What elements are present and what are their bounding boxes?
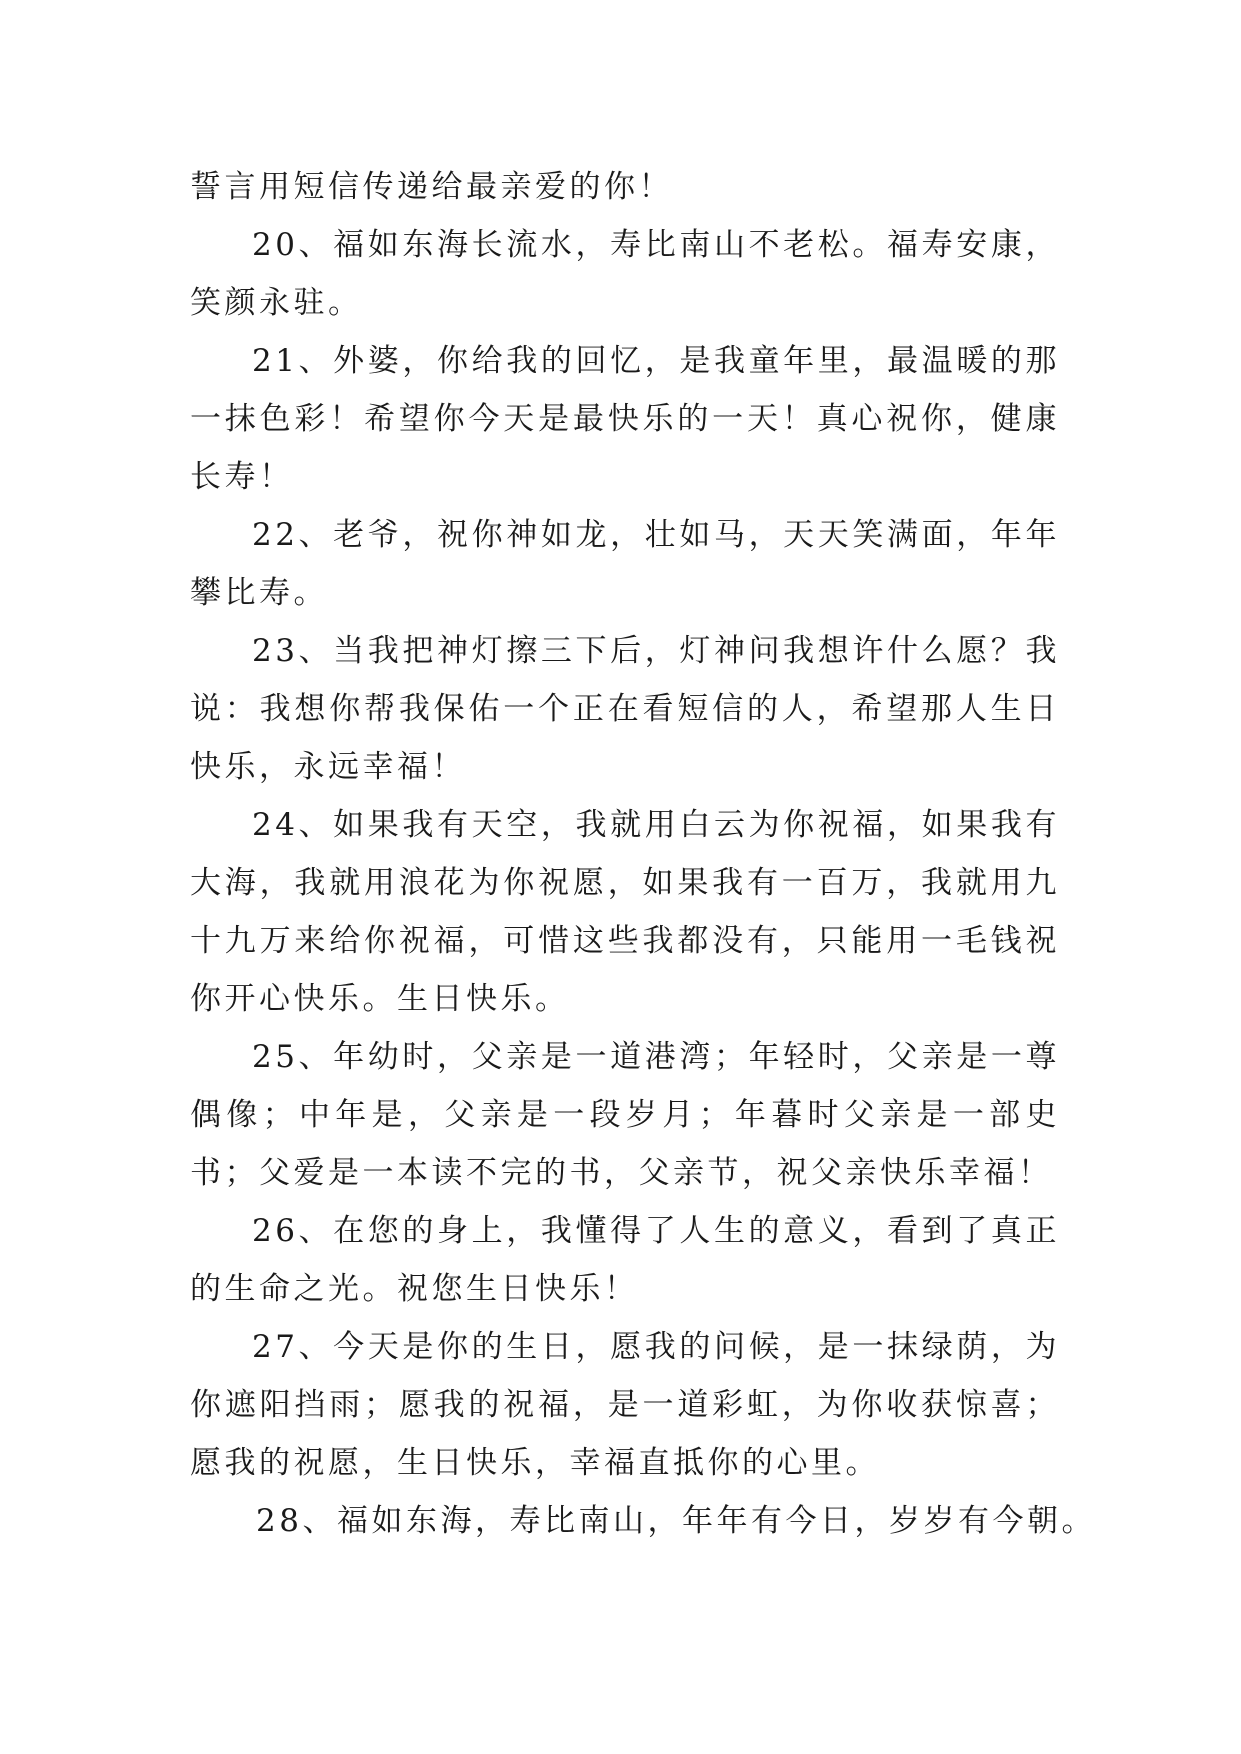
paragraph-continuation: 誓言用短信传递给最亲爱的你！	[190, 169, 673, 205]
paragraph-21: 21、外婆，你给我的回忆，是我童年里，最温暖的那一抹色彩！希望你今天是最快乐的一天！真心祝你，健康长寿！	[190, 343, 1060, 495]
paragraph-28: 28、福如东海，寿比南山，年年有今日，岁岁有今朝。	[256, 1503, 1096, 1539]
paragraph-25: 25、年幼时，父亲是一道港湾；年轻时，父亲是一尊偶像；中年是，父亲是一段岁月；年暮时父亲是一部史书；父爱是一本读不完的书，父亲节，祝父亲快乐幸福！	[190, 1039, 1060, 1191]
paragraph-23: 23、当我把神灯擦三下后，灯神问我想许什么愿？我说：我想你帮我保佑一个正在看短信的人，希望那人生日快乐，永远幸福！	[190, 633, 1060, 785]
paragraph-27: 27、今天是你的生日，愿我的问候，是一抹绿荫，为你遮阳挡雨；愿我的祝福，是一道彩虹，为你收获惊喜；愿我的祝愿，生日快乐，幸福直抵你的心里。	[190, 1329, 1060, 1481]
paragraph-22: 22、老爷，祝你神如龙，壮如马，天天笑满面，年年攀比寿。	[190, 517, 1060, 611]
paragraph-20: 20、福如东海长流水，寿比南山不老松。福寿安康，笑颜永驻。	[190, 227, 1060, 321]
paragraph-24: 24、如果我有天空，我就用白云为你祝福，如果我有大海，我就用浪花为你祝愿，如果我有一百万，我就用九十九万来给你祝福，可惜这些我都没有，只能用一毛钱祝你开心快乐。生日快乐。	[190, 807, 1060, 1017]
paragraph-26: 26、在您的身上，我懂得了人生的意义，看到了真正的生命之光。祝您生日快乐！	[190, 1213, 1060, 1307]
body-text	[190, 158, 1096, 1550]
